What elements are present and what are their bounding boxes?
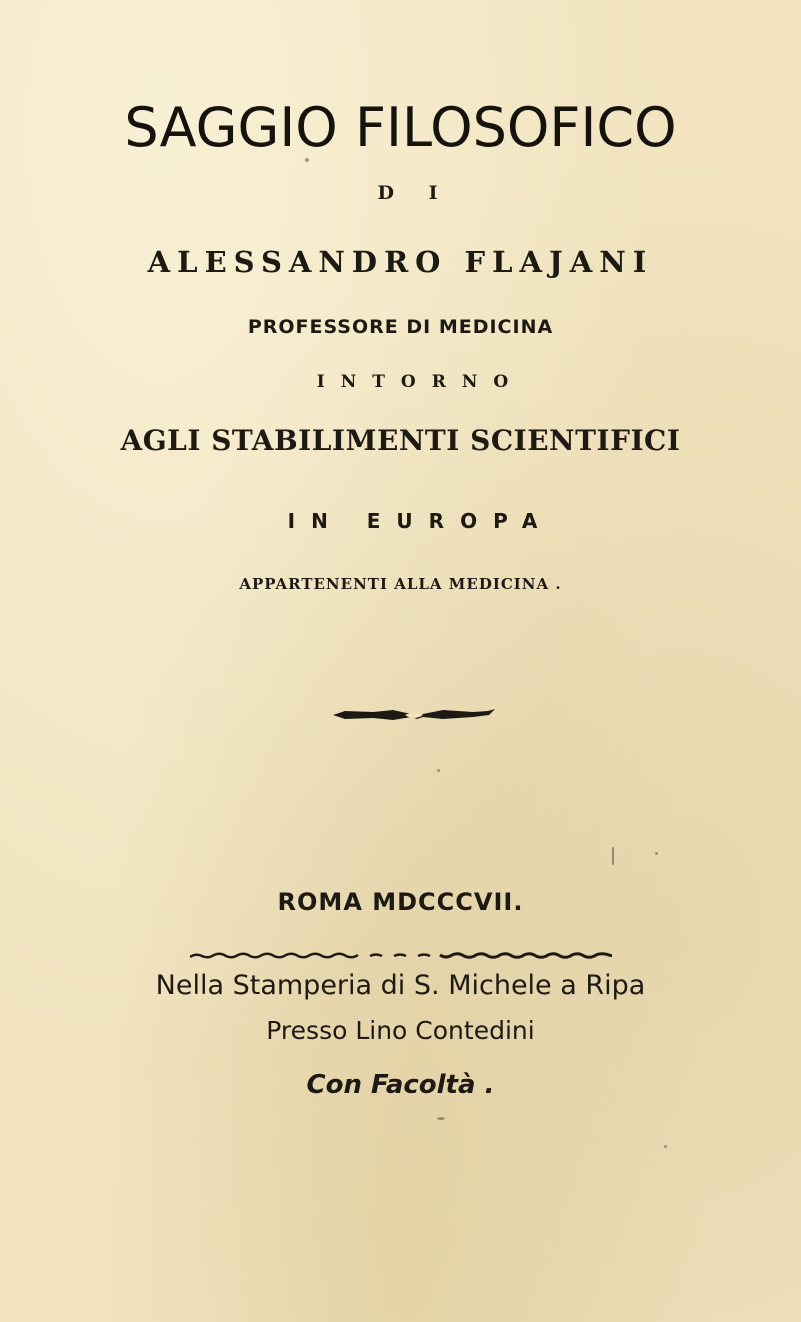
license-line: Con Facoltà . (306, 1070, 495, 1100)
ink-speck (655, 852, 658, 855)
place-year: ROMA MDCCCVII. (277, 888, 524, 916)
author-name: ALESSANDRO FLAJANI (147, 245, 654, 279)
author-role: PROFESSORE DI MEDICINA (247, 316, 554, 338)
preposition-line: INTORNO (316, 372, 525, 392)
ink-speck (664, 1145, 667, 1148)
location-line: IN EUROPA (287, 509, 554, 533)
ink-speck (437, 769, 440, 772)
ink-speck (437, 1117, 445, 1120)
ornament-divider-icon (333, 708, 495, 722)
by-line: D I (377, 182, 452, 204)
ink-speck (612, 847, 614, 865)
book-title: SAGGIO FILOSOFICO (124, 96, 677, 159)
printer-line: Nella Stamperia di S. Michele a Ripa (155, 970, 646, 1001)
publisher-line: Presso Lino Contedini (266, 1016, 535, 1045)
subject-detail-line: APPARTENENTI ALLA MEDICINA . (239, 575, 562, 593)
ornamental-rule-icon (190, 951, 612, 961)
ink-speck (305, 158, 309, 162)
subject-line: AGLI STABILIMENTI SCIENTIFICI (120, 424, 681, 457)
